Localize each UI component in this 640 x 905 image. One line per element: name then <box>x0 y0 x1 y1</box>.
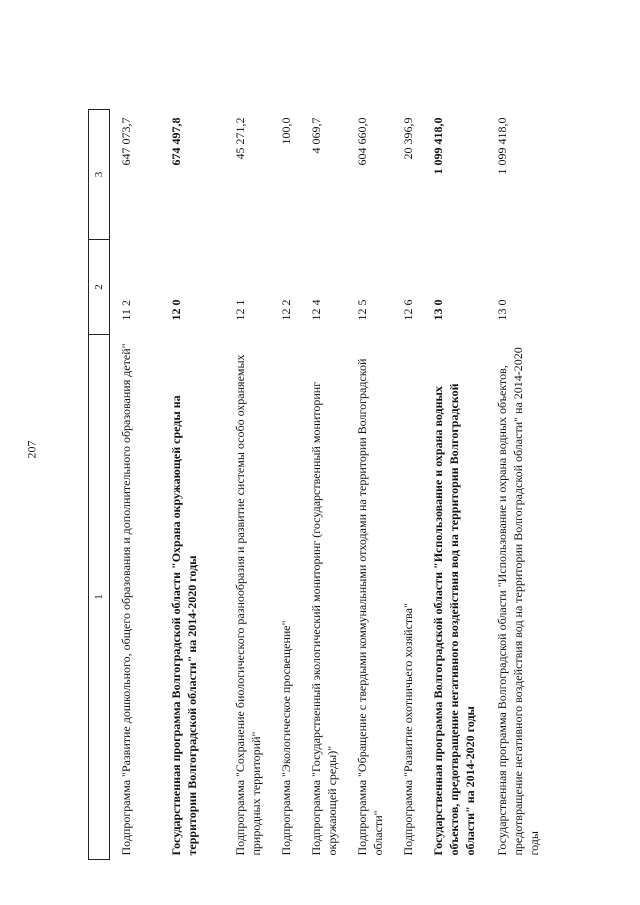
budget-table <box>88 109 550 860</box>
amount-value: 647 073,7 <box>119 117 133 166</box>
program-code: 12 4 <box>309 299 323 321</box>
table-row <box>300 110 346 860</box>
program-name: Государственная программа Волгоградской области "Охрана окружающей среды на территории Волгоградской области" на 2014-2020 годы <box>169 395 199 856</box>
amount-value: 4 069,7 <box>309 117 323 154</box>
program-name: Государственная программа Волгоградской области "Использование и охрана водных объектов, предотвращение негативного воздействия вод на территории Волгоградской области" на 2014-2020 годы <box>495 347 541 856</box>
program-name: Подпрограмма "Обращение с твердыми коммунальными отходами на территории Волгоградской области" <box>355 358 385 856</box>
table-row <box>160 110 224 860</box>
amount-value: 674 497,8 <box>169 117 183 166</box>
program-code: 12 0 <box>169 299 183 321</box>
column-header-code: 2 <box>89 240 110 335</box>
amount-value: 45 271,2 <box>233 117 247 160</box>
table-row <box>224 110 270 860</box>
program-name: Подпрограмма "Развитие дошкольного, общего образования и дополнительного образования детей" <box>119 343 133 856</box>
column-header-name: 1 <box>89 335 110 860</box>
table-row <box>270 110 300 860</box>
program-code: 13 0 <box>431 299 445 321</box>
page-number: 207 <box>24 440 39 459</box>
program-name: Подпрограмма "Государственный экологический мониторинг (государственный мониторинг окружающей среды)" <box>309 381 339 856</box>
amount-value: 20 396,9 <box>401 117 415 160</box>
program-name: Подпрограмма "Экологическое просвещение" <box>279 620 293 856</box>
amount-value: 1 099 418,0 <box>495 117 509 175</box>
header-row <box>89 110 110 860</box>
table-row <box>486 110 550 860</box>
program-code: 12 2 <box>279 299 293 321</box>
program-code: 11 2 <box>119 299 133 321</box>
program-name: Подпрограмма "Сохранение биологического разнообразия и развитие системы особо охраняемых природных территорий" <box>233 354 263 856</box>
table-row <box>346 110 392 860</box>
program-code: 12 5 <box>355 299 369 321</box>
table-row <box>422 110 486 860</box>
rotated-table-page <box>88 110 588 860</box>
amount-value: 604 660,0 <box>355 117 369 166</box>
table-row <box>392 110 422 860</box>
column-header-amount: 3 <box>89 110 110 240</box>
program-name: Подпрограмма "Развитие охотничьего хозяйства" <box>401 603 415 856</box>
program-name: Государственная программа Волгоградской области "Использование и охрана водных объектов, предотвращение негативного воздействия вод на территории Волгоградской области" на 2014-2020 годы <box>431 383 477 856</box>
program-code: 12 6 <box>401 299 415 321</box>
amount-value: 100,0 <box>279 117 293 145</box>
program-code: 13 0 <box>495 299 509 321</box>
amount-value: 1 099 418,0 <box>431 117 445 175</box>
program-code: 12 1 <box>233 299 247 321</box>
table-row <box>110 110 161 860</box>
